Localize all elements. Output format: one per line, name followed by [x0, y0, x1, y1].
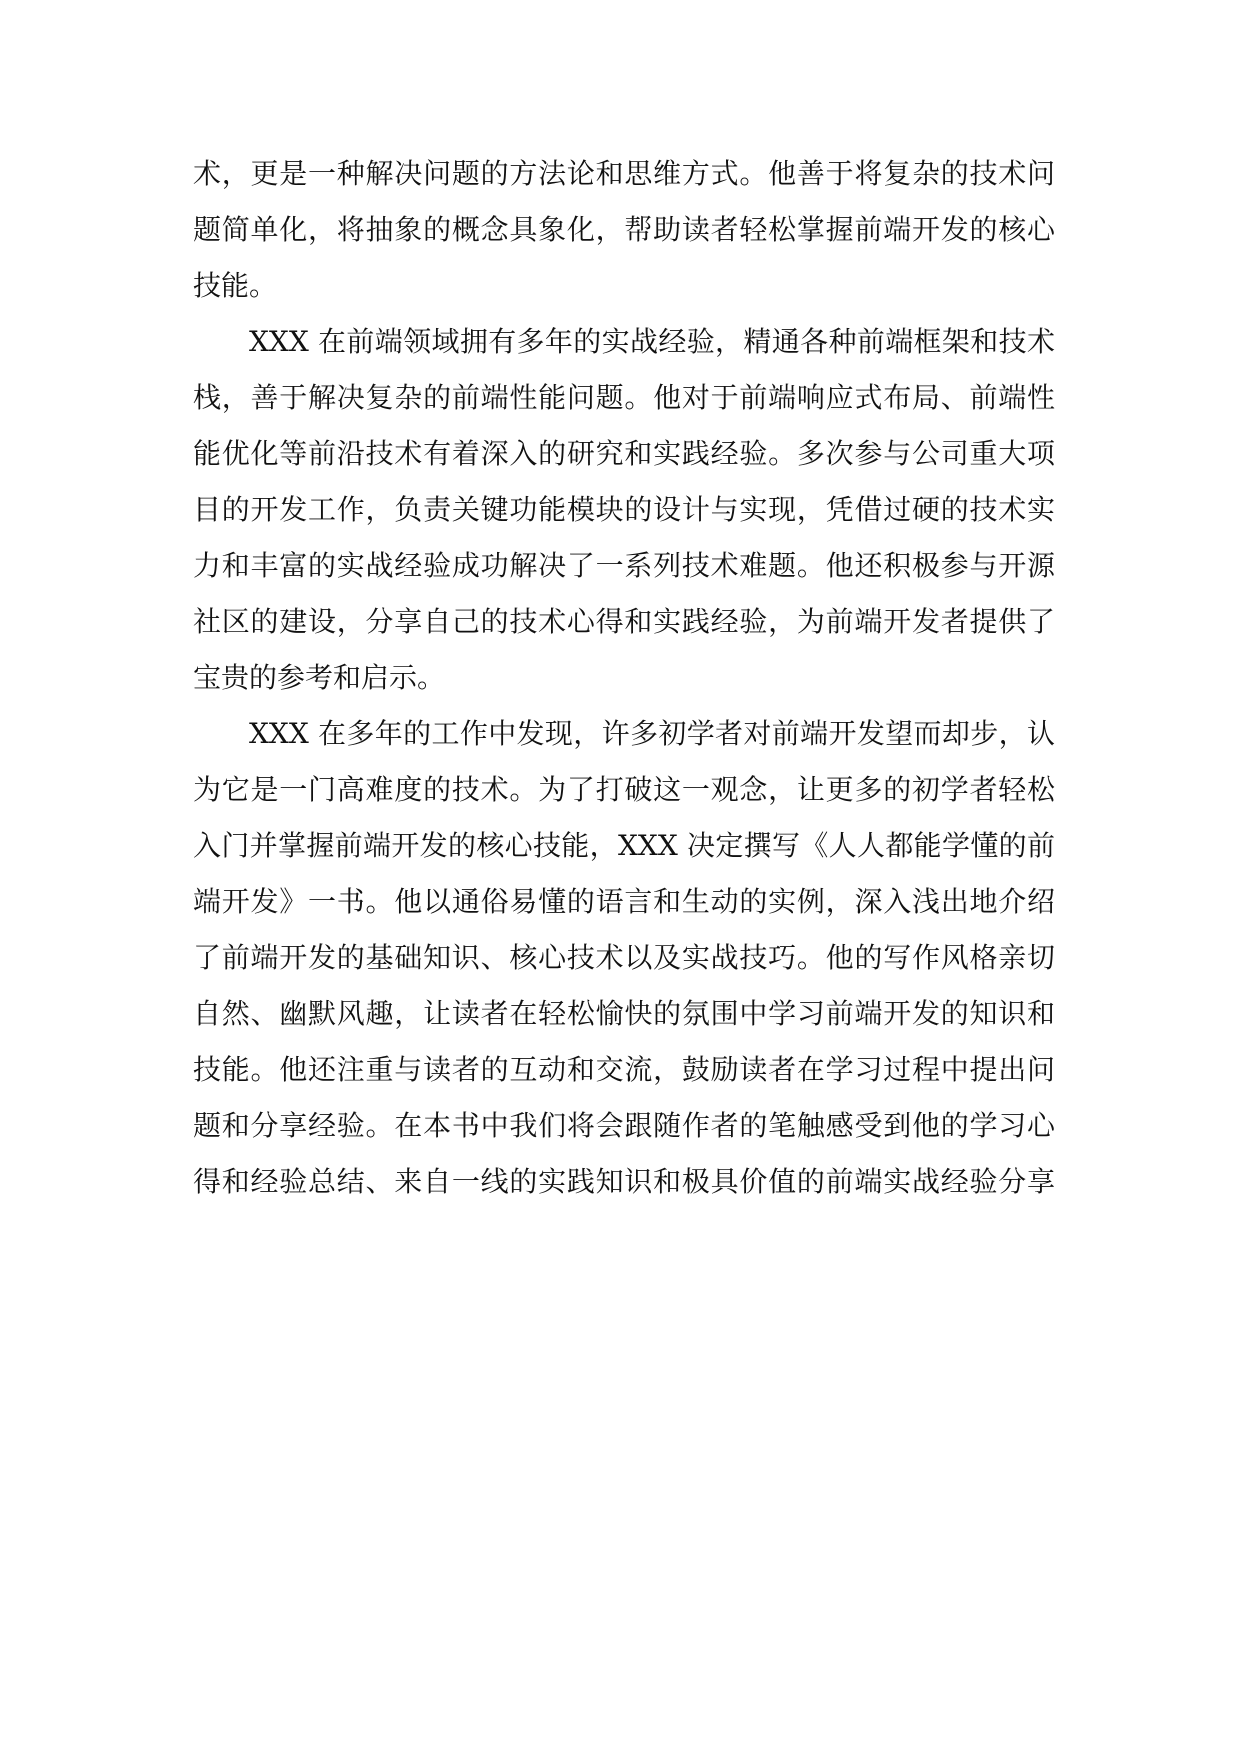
paragraph-1 [193, 146, 1055, 314]
paragraph-line: 了前端开发的基础知识、核心技术以及实战技巧。他的写作风格亲切 [193, 941, 1055, 974]
paragraph-line: 题和分享经验。在本书中我们将会跟随作者的笔触感受到他的学习心 [193, 1109, 1055, 1142]
paragraph-line: 入门并掌握前端开发的核心技能，XXX 决定撰写《人人都能学懂的前 [193, 829, 1055, 862]
paragraph-line: 能优化等前沿技术有着深入的研究和实践经验。多次参与公司重大项 [193, 437, 1055, 470]
paragraph-line: 自然、幽默风趣，让读者在轻松愉快的氛围中学习前端开发的知识和 [193, 997, 1055, 1030]
paragraph-line: 技能。 [193, 269, 278, 302]
paragraph-line: 社区的建设，分享自己的技术心得和实践经验，为前端开发者提供了 [193, 605, 1055, 638]
paragraph-line: 端开发》一书。他以通俗易懂的语言和生动的实例，深入浅出地介绍 [193, 885, 1055, 918]
paragraph-line: XXX 在多年的工作中发现，许多初学者对前端开发望而却步，认 [249, 717, 1055, 750]
paragraph-line: 为它是一门高难度的技术。为了打破这一观念，让更多的初学者轻松 [193, 773, 1055, 806]
paragraph-line: 力和丰富的实战经验成功解决了一系列技术难题。他还积极参与开源 [193, 549, 1055, 582]
body-text [193, 146, 1055, 1210]
paragraph-line: 栈，善于解决复杂的前端性能问题。他对于前端响应式布局、前端性 [193, 381, 1055, 414]
paragraph-line: 技能。他还注重与读者的互动和交流，鼓励读者在学习过程中提出问 [193, 1053, 1055, 1086]
paragraph-line: 宝贵的参考和启示。 [193, 661, 446, 694]
paragraph-line: 术，更是一种解决问题的方法论和思维方式。他善于将复杂的技术问 [193, 157, 1055, 190]
paragraph-2 [193, 314, 1055, 706]
paragraph-line: 题简单化，将抽象的概念具象化，帮助读者轻松掌握前端开发的核心 [193, 213, 1055, 246]
paragraph-3 [193, 706, 1055, 1210]
paragraph-line: 得和经验总结、来自一线的实践知识和极具价值的前端实战经验分享 [193, 1165, 1055, 1198]
paragraph-line: 目的开发工作，负责关键功能模块的设计与实现，凭借过硬的技术实 [193, 493, 1055, 526]
paragraph-line: XXX 在前端领域拥有多年的实战经验，精通各种前端框架和技术 [249, 325, 1055, 358]
